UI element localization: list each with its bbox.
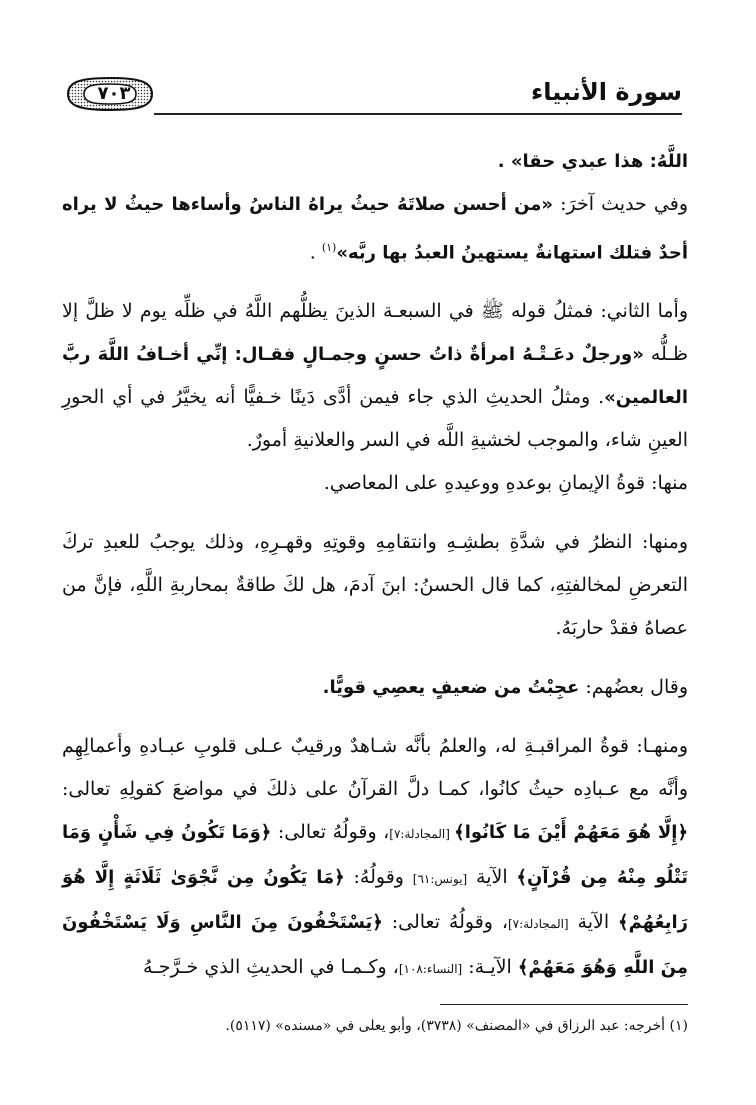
header-rule	[154, 113, 682, 115]
text-segment: الآيـة:	[462, 956, 518, 979]
paragraph	[62, 666, 688, 709]
main-text	[62, 140, 688, 991]
text-segment: الآية	[568, 911, 619, 934]
quoted-text: ﴿إِلَّا هُوَ مَعَهُمْ أَيْنَ مَا كَانُوا﴾	[454, 822, 688, 844]
text-segment: ، وقولُهُ تعالى:	[382, 911, 508, 934]
quoted-text: ﴿يَسْتَخْفُونَ مِنَ النَّاسِ وَلَا يَسْتَخْفُونَ مِنَ اللَّهِ وَهُوَ مَعَهُمْ﴾	[62, 912, 688, 979]
paragraph	[62, 521, 688, 650]
text-segment: وقال بعضُهم:	[579, 676, 688, 699]
footnote-divider	[440, 1004, 688, 1005]
verse-reference: [النساء:١٠٨]	[398, 962, 463, 977]
quoted-text: اللَّهُ: هذا عبدي حقا» .	[497, 151, 688, 172]
text-segment: ومنهـا: قوةُ المراقبـةِ له، والعلمُ بأنَّه شـاهدٌ ورقيبٌ عـلى قلوبِ عبـادهِ وأعمالِهِم وأنَّه مع عـبادِه حيثُ كانُوا، كمـا دلَّ القرآنُ على ذلكَ في مواضعَ كقولِهِ تعالى:	[62, 735, 688, 801]
paragraph	[62, 183, 688, 274]
paragraph	[62, 725, 688, 991]
text-segment: .	[309, 241, 322, 264]
text-segment: ومنها: النظرُ في شدَّةِ بطشِـهِ وانتقامِهِ وقوتِهِ وقهـرِهِ، وذلك يوجبُ للعبدِ تركَ التعرضِ لمخالفتِهِ، كما قال الحسنُ: ابنَ آدمَ، هل لكَ طاقةٌ بمحاربةِ اللَّهِ، فإنَّ من عصاهُ فقدْ حاربَهُ.	[62, 531, 688, 640]
quoted-text: ﴿مَا يَكُونُ مِن نَّجْوَىٰ ثَلَاثَةٍ إِلَّا هُوَ رَابِعُهُمْ﴾	[62, 867, 689, 934]
page-number-badge	[62, 74, 158, 114]
text-segment: ، وكـمـا في الحديثِ الذي خـرَّجـهُ	[143, 956, 399, 979]
paragraph	[62, 140, 688, 183]
page-number: ٧٠٣	[97, 83, 131, 104]
verse-reference: [المجادلة:٧]	[389, 827, 455, 842]
quoted-text: «من أحسن صلاتَهُ حيثُ يراهُ الناسُ وأساءها حيثُ لا يراه أحدٌ فتلك استهانةٌ يستهينُ العبدُ بها ربَّه»	[62, 194, 688, 264]
verse-reference: [المجادلة:٧]	[507, 917, 569, 932]
quoted-text: عجِبْتُ من ضعيفٍ يعصِي قويًّا.	[322, 677, 580, 699]
text-segment: وقولُهُ:	[344, 866, 413, 889]
footnote-marker: (١)	[321, 241, 337, 254]
text-segment: . ومثلُ الحديثِ الذي جاء فيمن أدَّى دَينًا خـفيًّا أنه يخيَّرُ في أي الحورِ العينِ شاء، والموجب لخشيةِ اللَّه في السر والعلانيةِ أمورٌ.	[62, 386, 688, 452]
verse-reference: [يونس:٦١]	[412, 872, 468, 887]
text-segment: وأما الثاني: فمثلُ قوله ﷺ في السبعـة الذينَ يظلُّهم اللَّهُ في ظلِّه يوم لا ظلَّ إلا ظـلُّه	[62, 300, 688, 366]
quoted-text: «ورجلٌ دعَـتْـهُ امرأةٌ ذاتُ حسنٍ وجمـالٍ فقـال: إنِّي أخـافُ اللَّهَ ربَّ العالمين»	[62, 344, 688, 409]
text-segment: ، وقولُهُ تعالى:	[271, 821, 390, 844]
footnote: (١) أخرجه: عبد الرزاق في «المصنف» (٣٧٣٨)، وأبو يعلى في «مسنده» (٥١١٧).	[225, 1018, 688, 1034]
paragraph	[62, 290, 688, 462]
sura-title: سورة الأنبياء	[531, 78, 682, 106]
text-segment: الآية	[467, 866, 517, 889]
paragraph	[62, 462, 688, 505]
text-segment: وفي حديث آخرَ:	[553, 193, 688, 215]
page-header	[62, 72, 682, 122]
quoted-text: ﴿وَمَا تَكُونُ فِي شَأْنٍ وَمَا تَتْلُو مِنْهُ مِن قُرْآنٍ﴾	[62, 822, 689, 889]
text-segment: منها: قوةُ الإيمانِ بوعدهِ ووعيدهِ على المعاصي.	[323, 472, 688, 495]
